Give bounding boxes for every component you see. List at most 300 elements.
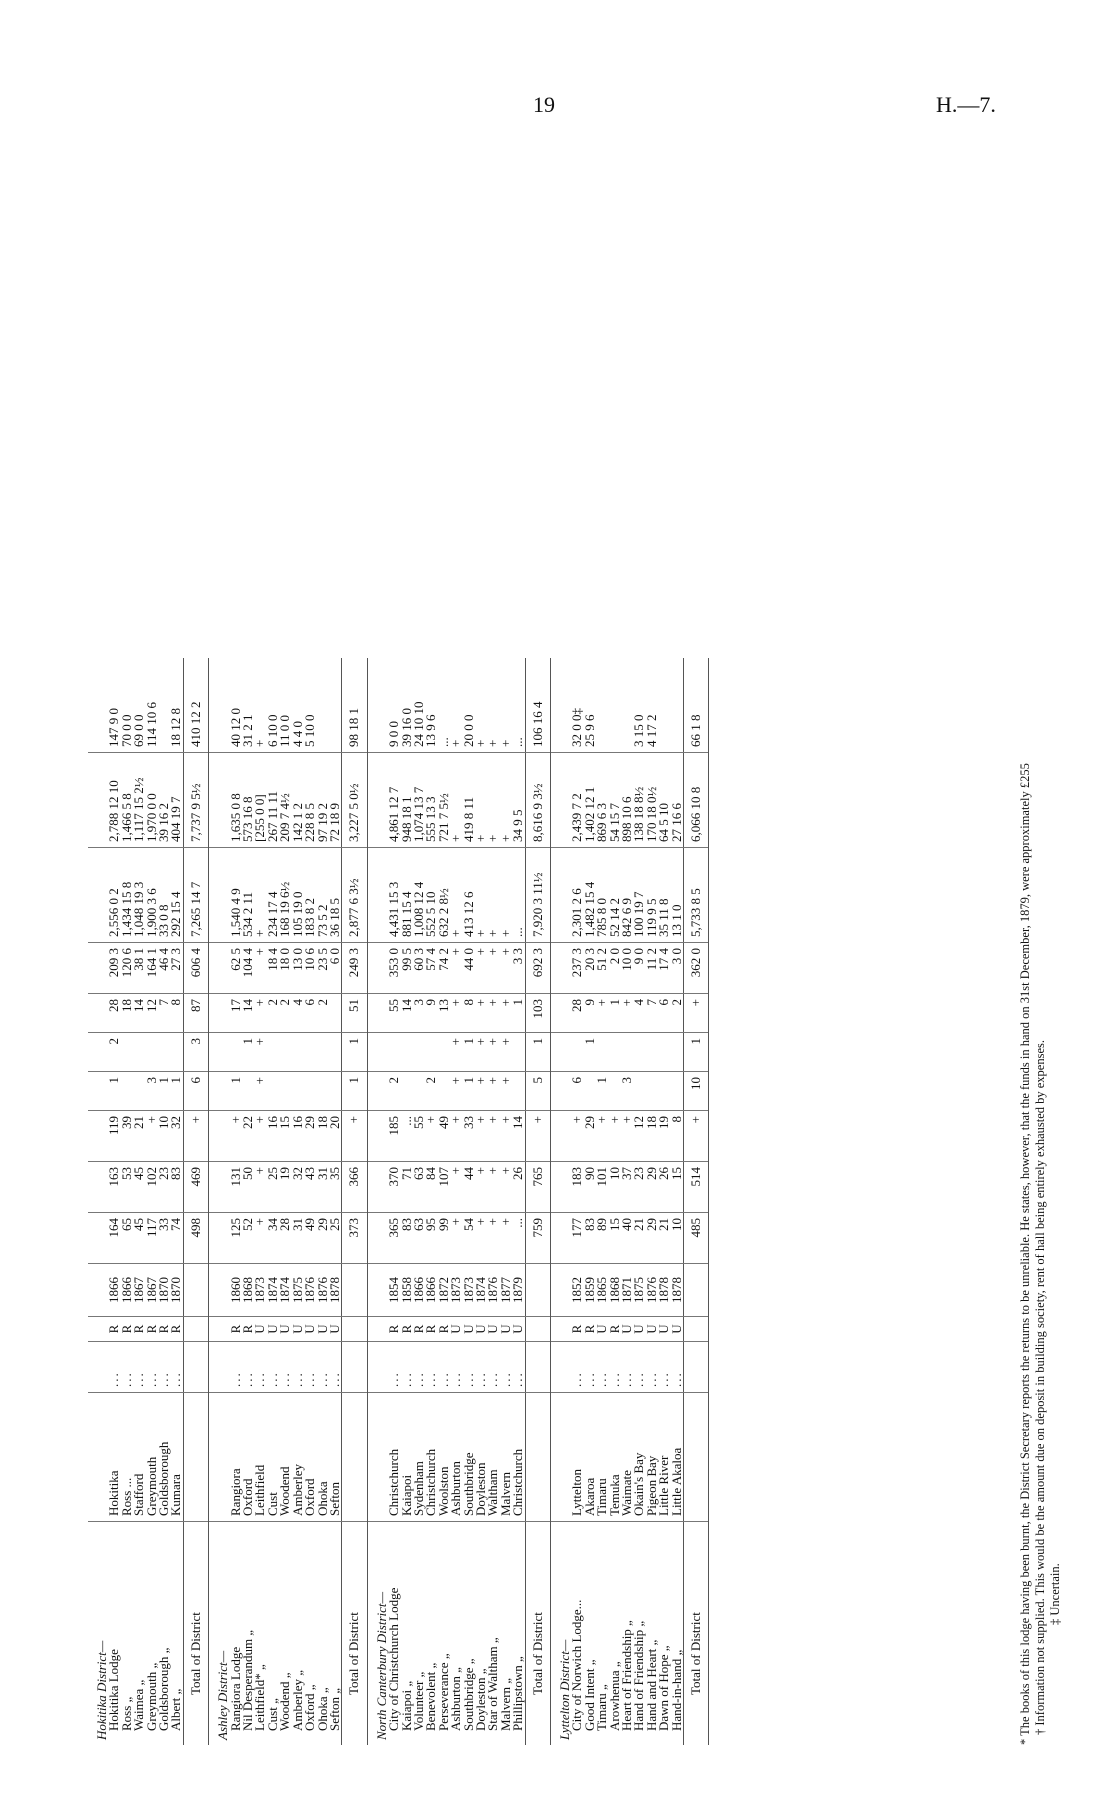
total-cell: 410 12 2 bbox=[183, 658, 208, 753]
table-cell bbox=[146, 1033, 158, 1072]
table-cell bbox=[646, 1033, 658, 1072]
table-cell: 65 bbox=[121, 1213, 133, 1264]
table-cell: + bbox=[254, 1111, 266, 1162]
empty-cell bbox=[367, 1317, 388, 1342]
table-cell: 20 0 0 bbox=[460, 714, 476, 747]
table-cell: 36 18 5 bbox=[329, 848, 342, 943]
table-cell: + bbox=[487, 943, 499, 994]
total-cell: 514 bbox=[684, 1162, 709, 1213]
table-cell: + bbox=[450, 1162, 462, 1213]
leader-dots: ... bbox=[621, 1342, 633, 1393]
district-header-row bbox=[367, 658, 388, 1745]
total-cell: 10 bbox=[684, 1072, 709, 1111]
place-name: Kaiapoi bbox=[401, 1393, 413, 1522]
table-cell: 100 19 7 bbox=[633, 848, 645, 943]
table-cell bbox=[279, 1072, 291, 1111]
district-header-row bbox=[88, 658, 108, 1745]
total-cell: 249 3 bbox=[342, 943, 367, 994]
table-cell: 34 bbox=[267, 1213, 279, 1264]
place-name: Ross ... bbox=[121, 1393, 133, 1522]
table-cell bbox=[329, 994, 342, 1033]
table-cell: 95 bbox=[425, 1213, 437, 1264]
table-cell: 1854 bbox=[388, 1264, 400, 1317]
table-cell: 228 8 5 bbox=[304, 753, 316, 848]
place-name: Southbridge bbox=[463, 1393, 475, 1522]
table-cell: 1 bbox=[158, 1072, 170, 1111]
table-cell: 21 bbox=[658, 1213, 670, 1264]
place-name: Goldsborough bbox=[158, 1393, 170, 1522]
table-cell: 1,970 0 0 bbox=[146, 753, 158, 848]
table-cell: 33 bbox=[158, 1213, 170, 1264]
total-cell bbox=[525, 1342, 550, 1393]
lodge-name: Greymouth „ bbox=[146, 1522, 158, 1746]
total-cell: 1 bbox=[342, 1072, 367, 1111]
lodge-name: Hand of Friendship „ bbox=[633, 1522, 645, 1746]
table-cell: 552 5 10 bbox=[425, 848, 437, 943]
table-row bbox=[512, 658, 525, 1745]
table-cell: 39 16 0 bbox=[398, 708, 414, 747]
footnote-burnt: * The books of this lodge having been burnt, the District Secretary reports the returns to be unreliable. He states, however, that the funds in hand on 31st December, 1879, were approximately £255 bbox=[1018, 763, 1032, 1745]
table-cell: R bbox=[242, 1317, 254, 1342]
table-cell: 4,861 12 7 bbox=[388, 753, 400, 848]
table-row bbox=[463, 658, 475, 1745]
table-cell: + bbox=[230, 1111, 242, 1162]
table-cell bbox=[671, 1033, 684, 1072]
leader-dots: ... bbox=[671, 1342, 684, 1393]
empty-cell bbox=[551, 848, 572, 943]
empty-cell bbox=[183, 1393, 208, 1522]
table-cell: 32 0 0‡ bbox=[569, 708, 585, 747]
lodge-name: Doyleston „ bbox=[475, 1522, 487, 1746]
table-cell: 20 3 bbox=[584, 943, 596, 994]
lodge-name: Cust „ bbox=[267, 1522, 279, 1746]
place-name: Woolston bbox=[438, 1393, 450, 1522]
empty-cell bbox=[367, 1072, 388, 1111]
total-cell: 469 bbox=[183, 1162, 208, 1213]
table-cell: + bbox=[475, 1162, 487, 1213]
leader-dots: ... bbox=[584, 1342, 596, 1393]
table-cell: 26 bbox=[512, 1162, 525, 1213]
table-cell: 1866 bbox=[425, 1264, 437, 1317]
total-cell: 366 bbox=[342, 1162, 367, 1213]
table-cell: [255 0 0] bbox=[254, 753, 266, 848]
table-cell: 1873 bbox=[463, 1264, 475, 1317]
leader-dots: ... bbox=[329, 1342, 342, 1393]
table-cell: + bbox=[487, 1072, 499, 1111]
total-cell bbox=[183, 1342, 208, 1393]
table-cell: 29 bbox=[304, 1111, 316, 1162]
lodge-name: Waimea „ bbox=[133, 1522, 145, 1746]
table-cell: 21 bbox=[133, 1111, 145, 1162]
table-cell: 1 bbox=[242, 1033, 254, 1072]
empty-cell bbox=[367, 848, 388, 943]
table-cell: + bbox=[254, 994, 266, 1033]
table-cell: 2 bbox=[425, 1072, 437, 1111]
table-cell: + bbox=[609, 1111, 621, 1162]
table-cell: R bbox=[108, 1317, 120, 1342]
table-cell: 6 bbox=[658, 994, 670, 1033]
table-cell: ... bbox=[401, 1111, 413, 1162]
table-cell: 25 bbox=[329, 1213, 342, 1264]
total-cell bbox=[684, 1342, 709, 1393]
place-name: Timaru bbox=[596, 1393, 608, 1522]
leader-dots: ... bbox=[571, 1342, 583, 1393]
table-cell: 4 4 0 bbox=[289, 721, 305, 747]
total-label: Total of District bbox=[525, 1522, 550, 1746]
total-cell: 6 bbox=[183, 1072, 208, 1111]
lodge-name: Dawn of Hope „ bbox=[658, 1522, 670, 1746]
table-cell: + bbox=[500, 943, 512, 994]
table-cell: 18 bbox=[317, 1111, 329, 1162]
table-cell: 1878 bbox=[329, 1264, 342, 1317]
total-cell bbox=[684, 1317, 709, 1342]
empty-cell bbox=[367, 1213, 388, 1264]
table-cell bbox=[304, 1072, 316, 1111]
table-cell: 948 18 1 bbox=[401, 753, 413, 848]
leader-dots: ... bbox=[254, 1342, 266, 1393]
table-cell: 105 19 0 bbox=[292, 848, 304, 943]
table-cell: 881 15 4 bbox=[401, 848, 413, 943]
table-cell: 1868 bbox=[242, 1264, 254, 1317]
table-cell: 3 bbox=[413, 994, 425, 1033]
table-cell: 2,788 12 10 bbox=[108, 753, 120, 848]
table-cell bbox=[317, 1033, 329, 1072]
place-name: Christchurch bbox=[512, 1393, 525, 1522]
leader-dots: ... bbox=[500, 1342, 512, 1393]
table-cell: 45 bbox=[133, 1213, 145, 1264]
table-cell: 163 bbox=[108, 1162, 120, 1213]
table-cell: 1874 bbox=[267, 1264, 279, 1317]
district-name: Lyttelton District— bbox=[551, 1522, 572, 1746]
table-cell: 177 bbox=[571, 1213, 583, 1264]
empty-cell bbox=[209, 1111, 230, 1162]
district-name: Hokitika District— bbox=[88, 1522, 108, 1746]
total-cell: 7,265 14 7 bbox=[183, 848, 208, 943]
table-cell: 73 5 2 bbox=[317, 848, 329, 943]
place-name: Woodend bbox=[279, 1393, 291, 1522]
empty-cell bbox=[209, 994, 230, 1033]
total-cell: 1 bbox=[342, 1033, 367, 1072]
table-cell bbox=[329, 1072, 342, 1111]
table-cell: 1874 bbox=[475, 1264, 487, 1317]
table-cell: 29 bbox=[646, 1213, 658, 1264]
leader-dots: ... bbox=[133, 1342, 145, 1393]
empty-cell bbox=[551, 1072, 572, 1111]
total-cell bbox=[525, 1264, 550, 1317]
empty-cell bbox=[88, 1072, 108, 1111]
table-cell: + bbox=[450, 1072, 462, 1111]
empty-cell bbox=[367, 1162, 388, 1213]
district-name: North Canterbury District— bbox=[367, 1522, 388, 1746]
place-name: Greymouth bbox=[146, 1393, 158, 1522]
table-cell: 83 bbox=[584, 1213, 596, 1264]
table-cell: 632 2 8½ bbox=[438, 848, 450, 943]
table-cell: + bbox=[485, 739, 501, 747]
table-cell: 50 bbox=[242, 1162, 254, 1213]
table-cell: 34 9 5 bbox=[512, 753, 525, 848]
table-cell: 1876 bbox=[304, 1264, 316, 1317]
table-cell: 29 bbox=[584, 1111, 596, 1162]
total-cell: + bbox=[183, 1111, 208, 1162]
table-cell: 14 bbox=[401, 994, 413, 1033]
district-total-row bbox=[183, 658, 208, 1745]
table-cell: 6 10 0 bbox=[264, 714, 280, 747]
table-cell: 29 bbox=[317, 1213, 329, 1264]
table-cell: 1876 bbox=[317, 1264, 329, 1317]
table-cell: 125 bbox=[230, 1213, 242, 1264]
place-name: Waltham bbox=[487, 1393, 499, 1522]
table-cell: 1878 bbox=[671, 1264, 684, 1317]
table-cell: + bbox=[596, 1111, 608, 1162]
lodge-returns-table bbox=[88, 658, 709, 1745]
table-cell: + bbox=[146, 1111, 158, 1162]
table-cell: 1,900 3 6 bbox=[146, 848, 158, 943]
table-cell: 24 10 10 bbox=[410, 701, 426, 747]
table-cell: 2 bbox=[267, 994, 279, 1033]
table-cell: + bbox=[254, 943, 266, 994]
empty-cell bbox=[551, 1317, 572, 1342]
table-cell: 18 4 bbox=[267, 943, 279, 994]
place-name: Malvern bbox=[500, 1393, 512, 1522]
table-cell: 28 bbox=[571, 994, 583, 1033]
empty-cell bbox=[551, 753, 572, 848]
table-cell: 183 8 2 bbox=[304, 848, 316, 943]
table-cell: 2,556 0 2 bbox=[108, 848, 120, 943]
total-cell: + bbox=[342, 1111, 367, 1162]
empty-cell bbox=[88, 1213, 108, 1264]
table-cell: 1870 bbox=[170, 1264, 183, 1317]
table-cell: R bbox=[121, 1317, 133, 1342]
table-cell: + bbox=[475, 1033, 487, 1072]
table-cell: 11 2 bbox=[646, 943, 658, 994]
table-cell: 234 17 4 bbox=[267, 848, 279, 943]
table-cell: 237 3 bbox=[571, 943, 583, 994]
table-cell: 1859 bbox=[584, 1264, 596, 1317]
table-cell: + bbox=[450, 1213, 462, 1264]
table-cell: U bbox=[596, 1317, 608, 1342]
table-cell: + bbox=[500, 1072, 512, 1111]
table-cell: 6 bbox=[304, 994, 316, 1033]
table-cell: ... bbox=[510, 737, 526, 747]
table-cell: + bbox=[450, 753, 462, 848]
total-cell: 98 18 1 bbox=[342, 658, 367, 753]
leader-dots: ... bbox=[279, 1342, 291, 1393]
place-name: Cust bbox=[267, 1393, 279, 1522]
place-name: Christchurch bbox=[388, 1393, 400, 1522]
rotated-table-region bbox=[88, 85, 1088, 1745]
table-cell: + bbox=[475, 994, 487, 1033]
table-cell bbox=[658, 658, 670, 753]
table-cell: U bbox=[317, 1317, 329, 1342]
table-cell bbox=[621, 1033, 633, 1072]
table-cell: 43 bbox=[304, 1162, 316, 1213]
table-cell: 183 bbox=[571, 1162, 583, 1213]
lodge-name: Heart of Friendship „ bbox=[621, 1522, 633, 1746]
table-cell: 842 6 9 bbox=[621, 848, 633, 943]
table-cell: 32 bbox=[170, 1111, 183, 1162]
empty-cell bbox=[342, 1393, 367, 1522]
table-cell: 32 bbox=[292, 1162, 304, 1213]
table-cell: + bbox=[487, 1033, 499, 1072]
table-cell: 119 bbox=[108, 1111, 120, 1162]
table-cell: 1867 bbox=[133, 1264, 145, 1317]
table-cell: 9 0 bbox=[633, 943, 645, 994]
empty-cell bbox=[209, 943, 230, 994]
lodge-name: Good Intent „ bbox=[584, 1522, 596, 1746]
table-cell: 33 0 8 bbox=[158, 848, 170, 943]
table-cell: 4 bbox=[292, 994, 304, 1033]
total-cell bbox=[183, 1264, 208, 1317]
table-cell: 1858 bbox=[401, 1264, 413, 1317]
total-cell bbox=[342, 1317, 367, 1342]
table-cell: + bbox=[487, 994, 499, 1033]
district-total-row bbox=[342, 658, 367, 1745]
table-cell: 185 bbox=[388, 1111, 400, 1162]
table-cell: U bbox=[633, 1317, 645, 1342]
leader-dots: ... bbox=[292, 1342, 304, 1393]
table-cell: U bbox=[292, 1317, 304, 1342]
table-cell: 9 bbox=[425, 994, 437, 1033]
table-cell: 28 bbox=[279, 1213, 291, 1264]
table-cell: 7 bbox=[646, 994, 658, 1033]
table-cell: 1 bbox=[512, 994, 525, 1033]
leader-dots: ... bbox=[401, 1342, 413, 1393]
table-cell: + bbox=[448, 739, 464, 747]
total-cell: 3,227 5 0½ bbox=[342, 753, 367, 848]
table-cell: U bbox=[267, 1317, 279, 1342]
empty-cell bbox=[209, 848, 230, 943]
empty-cell bbox=[209, 1072, 230, 1111]
table-cell: 1852 bbox=[571, 1264, 583, 1317]
place-name: Temuka bbox=[609, 1393, 621, 1522]
table-cell: 15 bbox=[279, 1111, 291, 1162]
lodge-name: Ross „ bbox=[121, 1522, 133, 1746]
place-name: Pigeon Bay bbox=[646, 1393, 658, 1522]
district-header-row bbox=[209, 658, 230, 1745]
table-cell: 23 5 bbox=[317, 943, 329, 994]
total-label: Total of District bbox=[183, 1522, 208, 1746]
table-cell: + bbox=[621, 1111, 633, 1162]
footnotes bbox=[1018, 145, 1063, 1745]
empty-cell bbox=[367, 1111, 388, 1162]
table-cell: 13 0 bbox=[292, 943, 304, 994]
table-cell: 25 9 6 bbox=[581, 714, 597, 747]
table-cell: 84 bbox=[425, 1162, 437, 1213]
table-cell: U bbox=[487, 1317, 499, 1342]
table-cell: U bbox=[463, 1317, 475, 1342]
lodge-name: Southbridge „ bbox=[463, 1522, 475, 1746]
table-cell: 18 bbox=[646, 1111, 658, 1162]
table-cell: + bbox=[487, 1162, 499, 1213]
table-cell: ... bbox=[512, 1213, 525, 1264]
table-cell: 99 5 bbox=[401, 943, 413, 994]
lodge-name: Hand and Heart „ bbox=[646, 1522, 658, 1746]
table-cell: R bbox=[413, 1317, 425, 1342]
table-cell: 164 1 bbox=[146, 943, 158, 994]
table-cell: U bbox=[304, 1317, 316, 1342]
table-cell: 57 4 bbox=[425, 943, 437, 994]
table-cell: 1870 bbox=[158, 1264, 170, 1317]
table-cell: R bbox=[230, 1317, 242, 1342]
place-name: Ohoka bbox=[317, 1393, 329, 1522]
district-name: Ashley District— bbox=[209, 1522, 230, 1746]
total-cell: 5,733 8 5 bbox=[684, 848, 709, 943]
place-name: Leithfield bbox=[254, 1393, 266, 1522]
place-name: Sefton bbox=[329, 1393, 342, 1522]
table-row bbox=[475, 658, 487, 1745]
table-cell: + bbox=[425, 1111, 437, 1162]
document-reference: H.—7. bbox=[936, 92, 996, 117]
table-cell bbox=[317, 658, 329, 753]
table-cell: + bbox=[472, 739, 488, 747]
table-cell: 4 17 2 bbox=[643, 714, 659, 747]
table-cell: 107 bbox=[438, 1162, 450, 1213]
table-cell: 2,301 2 6 bbox=[571, 848, 583, 943]
table-cell: 18 bbox=[121, 994, 133, 1033]
leader-dots: ... bbox=[633, 1342, 645, 1393]
empty-cell bbox=[209, 1393, 230, 1522]
table-cell: 1 bbox=[170, 1072, 183, 1111]
total-cell bbox=[183, 1317, 208, 1342]
table-cell: 89 bbox=[596, 1213, 608, 1264]
table-cell: 404 19 7 bbox=[170, 753, 183, 848]
table-cell: 27 3 bbox=[170, 943, 183, 994]
place-name: Sydenham bbox=[413, 1393, 425, 1522]
leader-dots: ... bbox=[158, 1342, 170, 1393]
table-cell: 1865 bbox=[596, 1264, 608, 1317]
table-cell: 14 bbox=[242, 994, 254, 1033]
place-name: Ashburton bbox=[450, 1393, 462, 1522]
table-cell: + bbox=[487, 848, 499, 943]
table-cell bbox=[267, 1033, 279, 1072]
table-cell: + bbox=[252, 739, 268, 747]
place-name: Rangiora bbox=[230, 1393, 242, 1522]
leader-dots: ... bbox=[317, 1342, 329, 1393]
table-cell bbox=[279, 1033, 291, 1072]
table-cell bbox=[170, 1033, 183, 1072]
table-cell bbox=[401, 1072, 413, 1111]
table-cell: 7 bbox=[158, 994, 170, 1033]
table-cell: 1875 bbox=[633, 1264, 645, 1317]
table-cell: 5 10 0 bbox=[302, 714, 318, 747]
table-cell: 10 bbox=[158, 1111, 170, 1162]
empty-cell bbox=[684, 1393, 709, 1522]
table-cell: 6 0 bbox=[329, 943, 342, 994]
table-cell: + bbox=[487, 1111, 499, 1162]
table-cell: 1867 bbox=[146, 1264, 158, 1317]
table-cell: 119 9 5 bbox=[646, 848, 658, 943]
lodge-name: Woodend „ bbox=[279, 1522, 291, 1746]
table-cell: 2 bbox=[388, 1072, 400, 1111]
footnote-not-supplied: † Information not supplied. This would be the amount due on deposit in building society, rent of hall being entirely exhausted by expenses. bbox=[1033, 1039, 1047, 1735]
table-cell: 46 4 bbox=[158, 943, 170, 994]
page-number: 19 bbox=[533, 92, 555, 117]
table-row bbox=[329, 658, 342, 1745]
empty-cell bbox=[551, 1342, 572, 1393]
leader-dots: ... bbox=[463, 1342, 475, 1393]
table-cell bbox=[133, 1033, 145, 1072]
total-cell: 1 bbox=[525, 1033, 550, 1072]
table-cell: R bbox=[133, 1317, 145, 1342]
table-cell: 31 bbox=[292, 1213, 304, 1264]
table-cell: 1878 bbox=[658, 1264, 670, 1317]
table-cell: R bbox=[425, 1317, 437, 1342]
table-cell: 39 bbox=[121, 1111, 133, 1162]
table-cell: U bbox=[254, 1317, 266, 1342]
leader-dots: ... bbox=[450, 1342, 462, 1393]
table-cell: 52 bbox=[242, 1213, 254, 1264]
total-cell: 692 3 bbox=[525, 943, 550, 994]
